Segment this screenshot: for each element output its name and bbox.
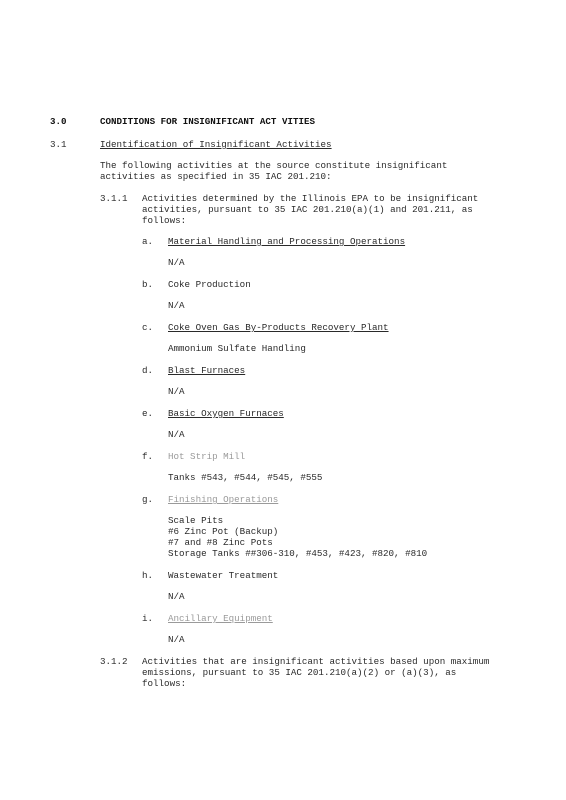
item-text-line-2: activities, pursuant to 35 IAC 201.210(a)(1) and 201.211, as bbox=[142, 204, 473, 215]
category-detail: N/A bbox=[168, 591, 185, 602]
category-detail: N/A bbox=[168, 300, 185, 311]
section-title: CONDITIONS FOR INSIGNIFICANT ACT VITIES bbox=[100, 116, 316, 127]
category-letter: g. bbox=[142, 494, 154, 505]
intro-line-2: activities as specified in 35 IAC 201.210: bbox=[100, 171, 332, 182]
item-text-line-1: Activities determined by the Illinois EPA to be insignificant bbox=[142, 193, 479, 204]
item-text-line-1: Activities that are insignificant activities based upon maximum bbox=[142, 656, 490, 667]
item-number: 3.1.1 bbox=[100, 193, 128, 204]
category-letter: b. bbox=[142, 279, 154, 290]
intro-line-1: The following activities at the source constitute insignificant bbox=[100, 160, 448, 171]
category-detail: Tanks #543, #544, #545, #555 bbox=[168, 472, 323, 483]
category-title: Wastewater Treatment bbox=[168, 570, 279, 581]
category-title: Material Handling and Processing Operations bbox=[168, 236, 406, 247]
category-title: Basic Oxygen Furnaces bbox=[168, 408, 284, 419]
category-detail: Storage Tanks ##306-310, #453, #423, #820, #810 bbox=[168, 548, 428, 559]
category-letter: e. bbox=[142, 408, 154, 419]
category-detail: N/A bbox=[168, 386, 185, 397]
category-letter: i. bbox=[142, 613, 154, 624]
category-title: Coke Production bbox=[168, 279, 251, 290]
category-title: Finishing Operations bbox=[168, 494, 279, 505]
category-detail: Ammonium Sulfate Handling bbox=[168, 343, 306, 354]
category-letter: c. bbox=[142, 322, 154, 333]
category-detail: Scale Pits bbox=[168, 515, 224, 526]
category-letter: h. bbox=[142, 570, 154, 581]
category-letter: f. bbox=[142, 451, 154, 462]
item-number: 3.1.2 bbox=[100, 656, 128, 667]
item-text-line-2: emissions, pursuant to 35 IAC 201.210(a)(2) or (a)(3), as bbox=[142, 667, 457, 678]
category-detail: N/A bbox=[168, 429, 185, 440]
subsection-title: Identification of Insignificant Activities bbox=[100, 139, 332, 150]
subsection-number: 3.1 bbox=[50, 139, 67, 150]
category-letter: a. bbox=[142, 236, 154, 247]
category-title: Ancillary Equipment bbox=[168, 613, 273, 624]
section-number: 3.0 bbox=[50, 116, 67, 127]
category-detail: #6 Zinc Pot (Backup) bbox=[168, 526, 279, 537]
category-title: Coke Oven Gas By-Products Recovery Plant bbox=[168, 322, 389, 333]
item-text-line-3: follows: bbox=[142, 678, 187, 689]
item-text-line-3: follows: bbox=[142, 215, 187, 226]
category-detail: N/A bbox=[168, 634, 185, 645]
category-detail: #7 and #8 Zinc Pots bbox=[168, 537, 273, 548]
category-detail: N/A bbox=[168, 257, 185, 268]
category-title: Blast Furnaces bbox=[168, 365, 246, 376]
category-title: Hot Strip Mill bbox=[168, 451, 246, 462]
category-letter: d. bbox=[142, 365, 154, 376]
